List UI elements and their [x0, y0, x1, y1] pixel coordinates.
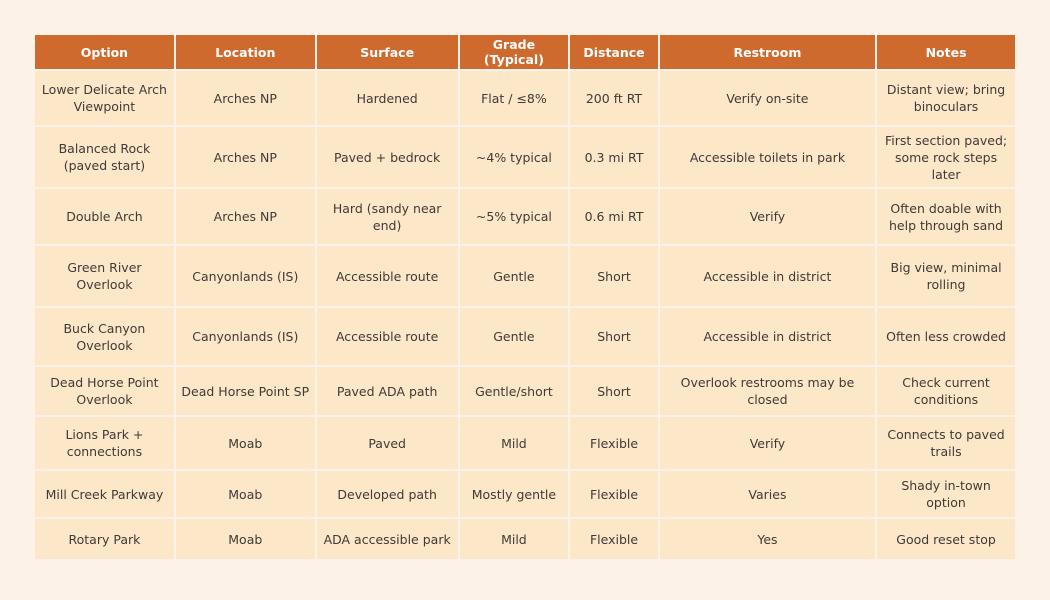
cell-location: Dead Horse Point SP: [176, 367, 315, 415]
cell-grade: ~5% typical: [460, 189, 569, 244]
cell-grade: Mostly gentle: [460, 471, 569, 517]
cell-distance: Short: [570, 308, 658, 365]
table-row: [35, 308, 1015, 365]
table-row: [35, 367, 1015, 415]
cell-location: Moab: [176, 417, 315, 469]
cell-restroom: Accessible in district: [660, 308, 875, 365]
cell-distance: Short: [570, 367, 658, 415]
cell-surface: Paved + bedrock: [317, 127, 458, 187]
table-row: [35, 246, 1015, 306]
cell-distance: Flexible: [570, 471, 658, 517]
cell-location: Arches NP: [176, 127, 315, 187]
cell-option: Mill Creek Parkway: [35, 471, 174, 517]
table-row: [35, 127, 1015, 187]
cell-restroom: Verify: [660, 189, 875, 244]
header-option: Option: [35, 35, 174, 69]
header-row: [35, 35, 1015, 69]
cell-surface: ADA accessible park: [317, 519, 458, 559]
cell-restroom: Accessible in district: [660, 246, 875, 306]
cell-option: Buck Canyon Overlook: [35, 308, 174, 365]
header-restroom: Restroom: [660, 35, 875, 69]
cell-option: Double Arch: [35, 189, 174, 244]
cell-option: Rotary Park: [35, 519, 174, 559]
table-row: [35, 189, 1015, 244]
cell-notes: Connects to paved trails: [877, 417, 1015, 469]
cell-grade: Mild: [460, 519, 569, 559]
cell-distance: 0.6 mi RT: [570, 189, 658, 244]
cell-restroom: Verify: [660, 417, 875, 469]
header-surface: Surface: [317, 35, 458, 69]
table-container: [35, 35, 1015, 561]
cell-option: Dead Horse Point Overlook: [35, 367, 174, 415]
table-row: [35, 519, 1015, 559]
cell-notes: Often less crowded: [877, 308, 1015, 365]
cell-surface: Accessible route: [317, 246, 458, 306]
cell-restroom: Overlook restrooms may be closed: [660, 367, 875, 415]
cell-restroom: Verify on-site: [660, 71, 875, 125]
cell-grade: Gentle/short: [460, 367, 569, 415]
cell-restroom: Yes: [660, 519, 875, 559]
header-grade: Grade (Typical): [460, 35, 569, 69]
cell-notes: Shady in-town option: [877, 471, 1015, 517]
cell-grade: Mild: [460, 417, 569, 469]
cell-notes: First section paved; some rock steps later: [877, 127, 1015, 187]
cell-notes: Often doable with help through sand: [877, 189, 1015, 244]
cell-option: Green River Overlook: [35, 246, 174, 306]
cell-notes: Check current conditions: [877, 367, 1015, 415]
cell-grade: ~4% typical: [460, 127, 569, 187]
cell-notes: Good reset stop: [877, 519, 1015, 559]
cell-option: Balanced Rock (paved start): [35, 127, 174, 187]
cell-distance: 200 ft RT: [570, 71, 658, 125]
cell-grade: Gentle: [460, 246, 569, 306]
table-row: [35, 71, 1015, 125]
cell-surface: Accessible route: [317, 308, 458, 365]
cell-surface: Paved: [317, 417, 458, 469]
cell-location: Canyonlands (IS): [176, 246, 315, 306]
cell-notes: Distant view; bring binoculars: [877, 71, 1015, 125]
header-distance: Distance: [570, 35, 658, 69]
cell-restroom: Accessible toilets in park: [660, 127, 875, 187]
cell-distance: Flexible: [570, 519, 658, 559]
cell-distance: 0.3 mi RT: [570, 127, 658, 187]
cell-location: Moab: [176, 471, 315, 517]
cell-location: Arches NP: [176, 71, 315, 125]
cell-location: Moab: [176, 519, 315, 559]
cell-surface: Hard (sandy near end): [317, 189, 458, 244]
accessible-trails-table: [33, 33, 1017, 561]
cell-surface: Hardened: [317, 71, 458, 125]
header-location: Location: [176, 35, 315, 69]
cell-restroom: Varies: [660, 471, 875, 517]
cell-grade: Gentle: [460, 308, 569, 365]
cell-surface: Developed path: [317, 471, 458, 517]
header-notes: Notes: [877, 35, 1015, 69]
cell-option: Lower Delicate Arch Viewpoint: [35, 71, 174, 125]
cell-option: Lions Park + connections: [35, 417, 174, 469]
cell-distance: Flexible: [570, 417, 658, 469]
cell-location: Arches NP: [176, 189, 315, 244]
table-row: [35, 471, 1015, 517]
cell-surface: Paved ADA path: [317, 367, 458, 415]
cell-notes: Big view, minimal rolling: [877, 246, 1015, 306]
table-row: [35, 417, 1015, 469]
cell-grade: Flat / ≤8%: [460, 71, 569, 125]
cell-location: Canyonlands (IS): [176, 308, 315, 365]
cell-distance: Short: [570, 246, 658, 306]
